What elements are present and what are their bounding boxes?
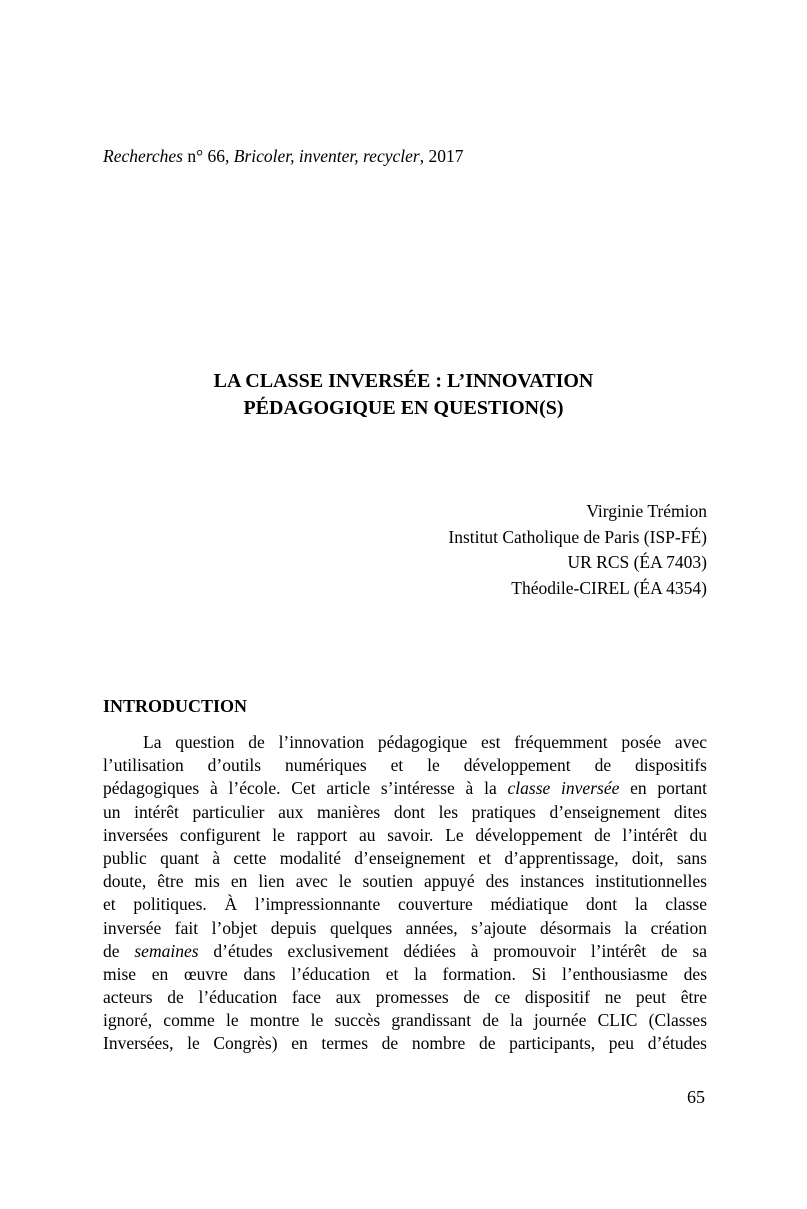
body-line-part: de xyxy=(103,940,135,961)
author-block xyxy=(448,499,707,601)
body-line: doute, être mis en lien avec le soutien appuyé des instances institutionnelles xyxy=(103,871,707,892)
issue-theme: Bricoler, inventer, recycler xyxy=(233,146,420,166)
body-line: inversées configurent le rapport au savoir. Le développement de l’intérêt du xyxy=(103,824,707,845)
journal-name: Recherches xyxy=(103,146,183,166)
author-affiliation-2: UR RCS (ÉA 7403) xyxy=(567,552,707,572)
body-line: l’utilisation d’outils numériques et le développement de dispositifs xyxy=(103,755,707,776)
body-line: La question de l’innovation pédagogique est fréquemment posée avec xyxy=(143,732,707,752)
body-line: acteurs de l’éducation face aux promesses de ce dispositif ne peut être xyxy=(103,987,707,1008)
body-line-part: en portant xyxy=(619,778,708,799)
article-title xyxy=(100,368,707,422)
body-line-part: pédagogiques à l’école. Cet article s’intéresse à la xyxy=(103,778,508,799)
body-line xyxy=(103,777,707,800)
issue-number: n° 66, xyxy=(183,146,234,166)
body-line-part: d’études exclusivement dédiées à promouvoir l’intérêt de sa xyxy=(198,940,707,961)
author-name: Virginie Trémion xyxy=(586,501,707,521)
article-title-line-2: PÉDAGOGIQUE EN QUESTION(S) xyxy=(243,397,564,419)
body-line: public quant à cette modalité d’enseignement et d’apprentissage, doit, sans xyxy=(103,847,707,868)
body-line: un intérêt particulier aux manières dont les pratiques d’enseignement dites xyxy=(103,801,707,822)
section-heading: INTRODUCTION xyxy=(103,696,248,716)
running-head xyxy=(103,145,463,167)
author-affiliation-3: Théodile-CIREL (ÉA 4354) xyxy=(511,577,707,598)
body-paragraph xyxy=(103,731,707,1056)
emphasis-term: classe inversée xyxy=(507,778,620,799)
emphasis-term: semaines xyxy=(134,940,199,961)
body-line: Inversées, le Congrès) en termes de nombre de participants, peu d’études xyxy=(103,1033,707,1054)
body-line: inversée fait l’objet depuis quelques années, s’ajoute désormais la création xyxy=(103,917,707,938)
body-line: ignoré, comme le montre le succès grandissant de la journée CLIC (Classes xyxy=(103,1010,707,1031)
issue-year: , 2017 xyxy=(419,146,464,166)
article-title-line-1: LA CLASSE INVERSÉE : L’INNOVATION xyxy=(213,370,594,392)
body-line: et politiques. À l’impressionnante couverture médiatique dont la classe xyxy=(103,894,707,915)
page-number: 65 xyxy=(687,1087,705,1107)
author-affiliation-1: Institut Catholique de Paris (ISP-FÉ) xyxy=(448,526,707,547)
body-line xyxy=(103,940,707,963)
body-line: mise en œuvre dans l’éducation et la formation. Si l’enthousiasme des xyxy=(103,963,707,984)
